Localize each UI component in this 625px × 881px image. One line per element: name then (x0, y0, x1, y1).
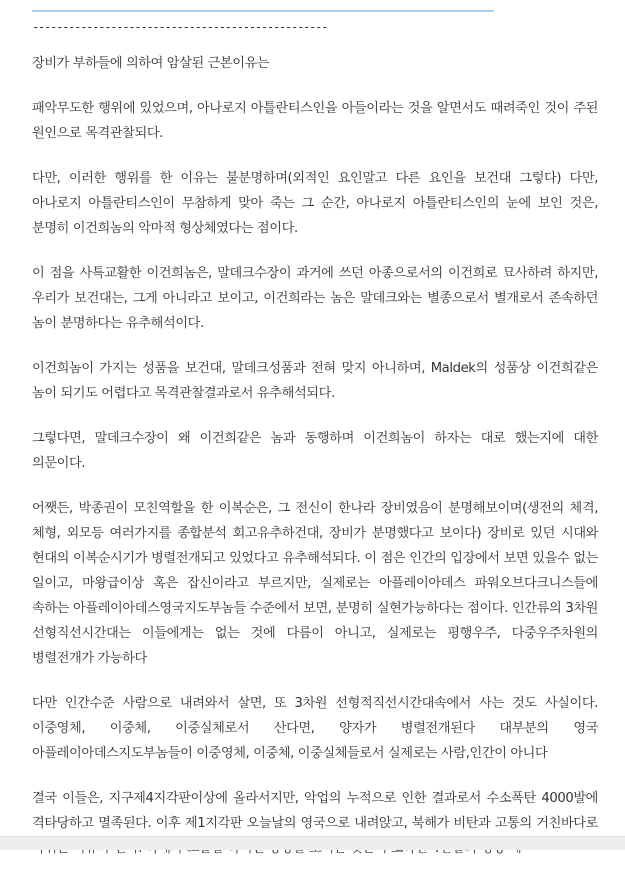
paragraph: 장비가 부하들에 의하여 암살된 근본이유는 (32, 56, 270, 71)
paragraph: 다만, 이러한 행위를 한 이유는 불분명하며(외적인 요인말고 다른 요인을 보건대 그렇다) 다만, 아나로지 아틀란티스인이 무참하게 맞아 죽는 그 순간, 아나로지 아틀란티스인의 눈에 보인 것은, 분명히 이건희놈의 악마적 형상체였다는 점이다. (32, 171, 598, 236)
dashed-separator: ------------------------------------------------- (32, 20, 328, 34)
paragraph: 그렇다면, 말데크수장이 왜 이건희같은 놈과 동행하며 이건희놈이 하자는 대로 했는지에 대한 의문이다. (32, 431, 598, 471)
paragraph: 이건희놈이 가지는 성품을 보건대, 말데크성품과 전혀 맞지 아니하며, Maldek의 성품상 이건희같은 놈이 되기도 어렵다고 목격관찰결과로서 유추해석되다. (32, 361, 598, 401)
paragraph: 어쨋든, 박종권이 모친역할을 한 이복순은, 그 전신이 한나라 장비였음이 분명해보이며(생전의 체격, 체형, 외모등 여러가지를 종합분석 회고유추하건대, 장비가 분명했다고 보이다) 장비로 있던 시대와 현대의 이복순시기가 병렬전개되고 있었다고 유추해석되다. 이 점은 인간의 입장에서 보면 있을수 없는 일이고, 마왕급이상 혹은 잡신이라고 부르지만, 실제로는 아플레이아데스 파워오브다크니스들에 속하는 아플레이아데스영국지도부놈들 수준에서 보면, 분명히 실현가능하다는 점이다. 인간류의 3차원 선형직선시간대는 이들에게는 없는 것에 다름이 아니고, 실제로는 평행우주, 다중우주차원의 병렬전개가 가능하다 (32, 501, 598, 666)
top-divider (32, 10, 494, 12)
paragraph: 다만 인간수준 사람으로 내려와서 살면, 또 3차원 선형적직선시간대속에서 사는 것도 사실이다. 이중영체, 이중체, 이중실체로서 산다면, 양자가 병렬전개된다 대부분의 영국 아플레이아데스지도부놈들이 이중영체, 이중체, 이중실체들로서 실제로는 사람,인간이 아니다 (32, 696, 598, 761)
paragraph: 패악무도한 행위에 있었으며, 아나로지 아틀란티스인을 아들이라는 것을 알면서도 때려죽인 것이 주된 원인으로 목격관찰되다. (32, 101, 598, 141)
paragraph: 결국 이들은, 지구제4지각판이상에 올라서지만, 악업의 누적으로 인한 결과로서 수소폭탄 4000발에 격타당하고 멸족된다. 이후 제1지각판 오늘날의 영국으로 내려앉고, 북해가 비탄과 고통의 거친바다로 (32, 791, 598, 831)
article-body (32, 51, 598, 881)
paragraph: 이 점을 사특교활한 이건희놈은, 말데크수장이 과거에 쓰던 아종으로서의 이건희로 묘사하려 하지만, 우리가 보건대는, 그게 아니라고 보이고, 이건희라는 놈은 말데크와는 별종으로서 별개로서 존속하던 놈이 분명하다는 유추해석이다. (32, 266, 598, 331)
bottom-scroll-area[interactable] (0, 836, 625, 850)
